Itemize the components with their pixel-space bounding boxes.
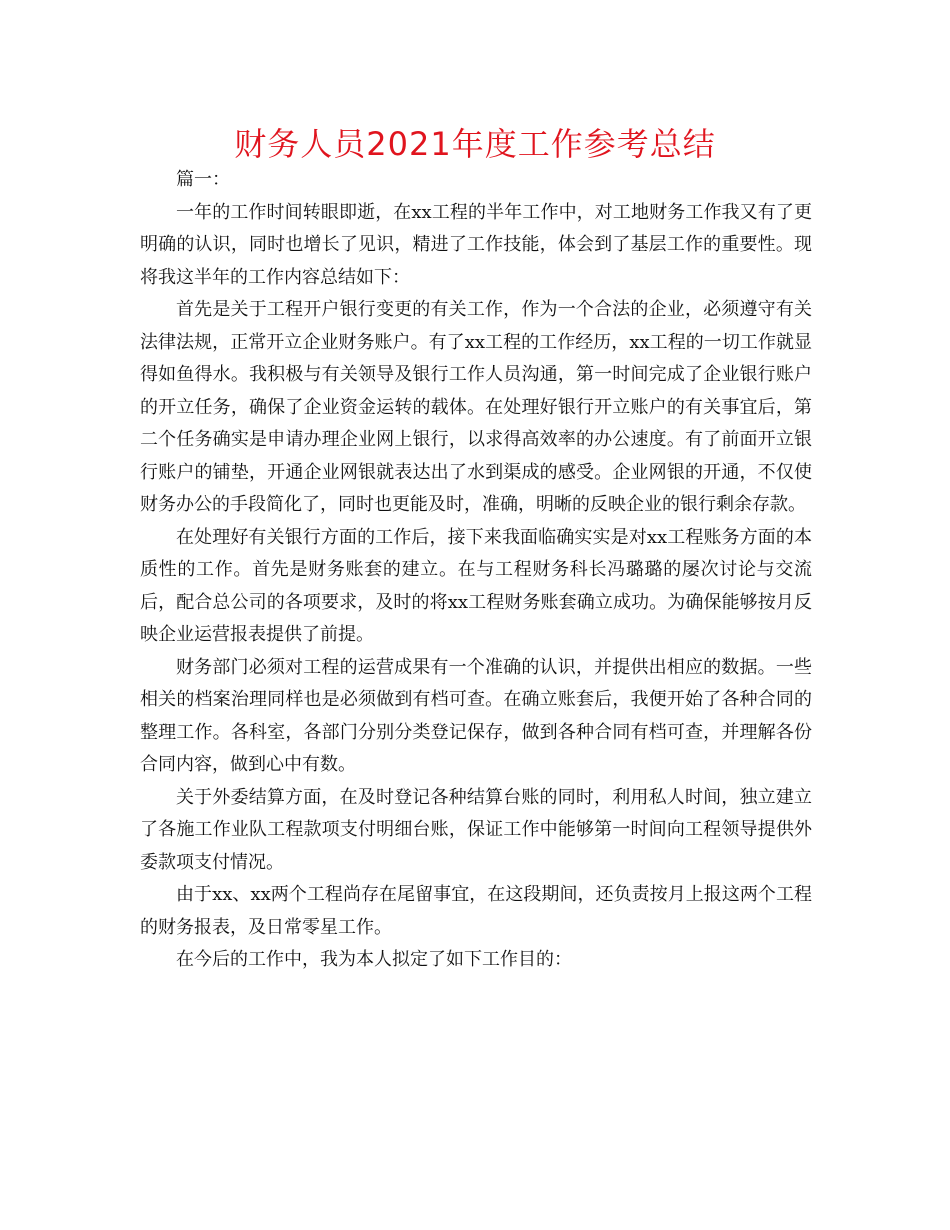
paragraph: 一年的工作时间转眼即逝，在xx工程的半年工作中，对工地财务工作我又有了更明确的认识，同时也增长了见识，精进了工作技能，体会到了基层工作的重要性。现将我这半年的工作内容总结如下： <box>140 201 812 288</box>
paragraph: 在处理好有关银行方面的工作后，接下来我面临确实实是对xx工程账务方面的本质性的工作。首先是财务账套的建立。在与工程财务科长冯璐璐的屡次讨论与交流后，配合总公司的各项要求，及时的将xx工程财务账套确立成功。为确保能够按月反映企业运营报表提供了前提。 <box>140 526 812 645</box>
document-body <box>140 164 812 977</box>
paragraph: 在今后的工作中，我为本人拟定了如下工作目的： <box>176 949 572 970</box>
paragraph: 首先是关于工程开户银行变更的有关工作，作为一个合法的企业，必须遵守有关法律法规，正常开立企业财务账户。有了xx工程的工作经历，xx工程的一切工作就显得如鱼得水。我积极与有关领导及银行工作人员沟通，第一时间完成了企业银行账户的开立任务，确保了企业资金运转的载体。在处理好银行开立账户的有关事宜后，第二个任务确实是申请办理企业网上银行，以求得高效率的办公速度。有了前面开立银行账户的铺垫，开通企业网银就表达出了水到渠成的感受。企业网银的开通，不仅使财务办公的手段简化了，同时也更能及时，准确，明晰的反映企业的银行剩余存款。 <box>140 299 812 515</box>
document-title: 财务人员2021年度工作参考总结 <box>234 125 716 163</box>
paragraph: 财务部门必须对工程的运营成果有一个准确的认识，并提供出相应的数据。一些相关的档案治理同样也是必须做到有档可查。在确立账套后，我便开始了各种合同的整理工作。各科室，各部门分别分类登记保存，做到各种合同有档可查，并理解各份合同内容，做到心中有数。 <box>140 656 812 775</box>
paragraph: 由于xx、xx两个工程尚存在尾留事宜，在这段期间，还负责按月上报这两个工程的财务报表，及日常零星工作。 <box>140 884 812 938</box>
paragraph: 关于外委结算方面，在及时登记各种结算台账的同时，利用私人时间，独立建立了各施工作业队工程款项支付明细台账，保证工作中能够第一时间向工程领导提供外委款项支付情况。 <box>140 786 812 873</box>
paragraph-heading: 篇一： <box>176 169 230 190</box>
